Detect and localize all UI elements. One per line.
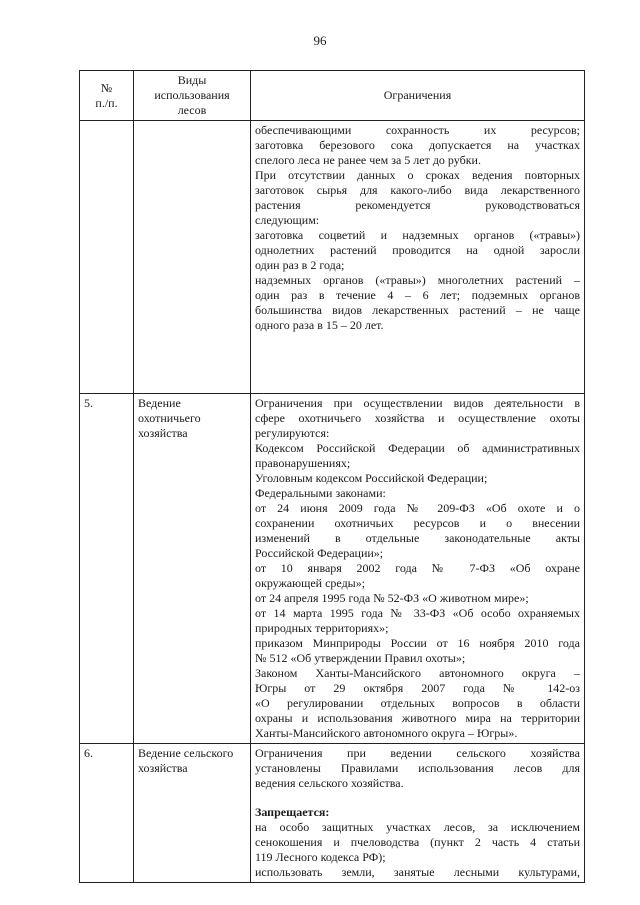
text-line: Югры от 29 октября 2007 года № 142-оз	[255, 681, 580, 695]
text-line: от 14 марта 1995 года № 33-ФЗ «Об особо охраняемых	[255, 606, 580, 620]
text-line: один раз в 2 года;	[255, 258, 345, 272]
text-line: от 24 апреля 1995 года № 52-ФЗ «О животном мире»;	[255, 591, 529, 605]
header-kind	[134, 71, 251, 121]
text-line: сенокошения и пчеловодства (пункт 2 часть 4 статьи	[255, 835, 580, 849]
table-row	[80, 394, 585, 744]
text-line: использовать земли, занятые лесными культурами,	[255, 865, 580, 879]
text-line: Ограничения при ведении сельского хозяйства	[255, 746, 580, 760]
spacer	[255, 791, 580, 805]
cell-restrictions	[251, 744, 585, 883]
table-row	[80, 744, 585, 883]
text-line: природных территориях»;	[255, 621, 389, 635]
cell-num	[80, 121, 134, 394]
kind-line: хозяйства	[138, 761, 188, 775]
cell-kind	[134, 744, 251, 883]
text-line: установлены Правилами использования лесов для	[255, 761, 580, 775]
text-line: на особо защитных участках лесов, за исключением	[255, 820, 580, 834]
text-line: сфере охотничьего хозяйства и осуществление охоты	[255, 411, 580, 425]
text-line: от 10 января 2002 года № 7-ФЗ «Об охране	[255, 561, 580, 575]
text-line: правонарушениях;	[255, 456, 351, 470]
text-line: ведения сельского хозяйства.	[255, 776, 404, 790]
text-line: Российской Федерации»;	[255, 546, 384, 560]
text-line: растения рекомендуется руководствоваться	[255, 198, 580, 212]
text-line: Законом Ханты-Мансийского автономного округа –	[255, 666, 580, 680]
text-line: от 24 июня 2009 года № 209-ФЗ «Об охоте и о	[255, 501, 580, 515]
page-number: 96	[313, 33, 327, 48]
cell-restrictions	[251, 394, 585, 744]
text-line: обеспечивающими сохранность их ресурсов;	[255, 123, 580, 137]
header-num-line: п./п.	[95, 95, 118, 110]
prohibited-heading: Запрещается:	[255, 805, 330, 819]
text-line: заготовка березового сока допускается на участках	[255, 138, 580, 152]
text-line: изменений в отдельные законодательные акты	[255, 531, 580, 545]
restrictions-table	[79, 70, 585, 883]
cell-num: 5.	[80, 394, 134, 744]
header-kind-line: использования	[154, 88, 230, 102]
text-line: № 512 «Об утверждении Правил охоты»;	[255, 651, 466, 665]
cell-kind	[134, 121, 251, 394]
header-num	[80, 71, 134, 121]
text-line: охраны и использования животного мира на территории	[255, 711, 580, 725]
header-kind-line: Виды	[177, 73, 207, 87]
text-line: приказом Минприроды России от 16 ноября 2010 года	[255, 636, 580, 650]
text-line: сохранении охотничьих ресурсов и о внесении	[255, 516, 580, 530]
cell-num: 6.	[80, 744, 134, 883]
text-line: спелого леса не ранее чем за 5 лет до рубки.	[255, 153, 481, 167]
text-line: Ограничения при осуществлении видов деятельности в	[255, 396, 580, 410]
text-line: большинства видов лекарственных растений – не чаще	[255, 303, 580, 317]
kind-line: охотничьего	[138, 411, 201, 425]
text-line: один раз в течение 4 – 6 лет; подземных органов	[255, 288, 580, 302]
text-line: Ханты-Мансийского автономного округа – Югры».	[255, 726, 518, 740]
cell-restrictions	[251, 121, 585, 394]
text-line: следующим:	[255, 213, 320, 227]
header-num-line: №	[100, 80, 113, 95]
text-line: регулируются:	[255, 426, 330, 440]
cell-kind	[134, 394, 251, 744]
text-line: Федеральными законами:	[255, 486, 386, 500]
text-line: заготовка соцветий и надземных органов («травы»)	[255, 228, 580, 242]
header-kind-line: лесов	[177, 103, 207, 117]
text-line: однолетних растений проводится на одной заросли	[255, 243, 580, 257]
text-line: окружающей среды»;	[255, 576, 366, 590]
text-line: 119 Лесного кодекса РФ);	[255, 850, 386, 864]
text-line: Уголовным кодексом Российской Федерации;	[255, 471, 488, 485]
table-header-row	[80, 71, 585, 121]
text-line: заготовок сырья для какого-либо вида лекарственного	[255, 183, 580, 197]
table-row	[80, 121, 585, 394]
text-line: Кодексом Российской Федерации об административных	[255, 441, 580, 455]
kind-line: Ведение сельского	[138, 746, 234, 760]
kind-line: Ведение	[138, 396, 181, 410]
header-restrictions: Ограничения	[251, 71, 585, 121]
text-line: При отсутствии данных о сроках ведения повторных	[255, 168, 580, 182]
text-line: надземных органов («травы») многолетних растений –	[255, 273, 580, 287]
text-line: «О регулировании отдельных вопросов в области	[255, 696, 580, 710]
kind-line: хозяйства	[138, 426, 188, 440]
text-line: одного раза в 15 – 20 лет.	[255, 318, 384, 332]
